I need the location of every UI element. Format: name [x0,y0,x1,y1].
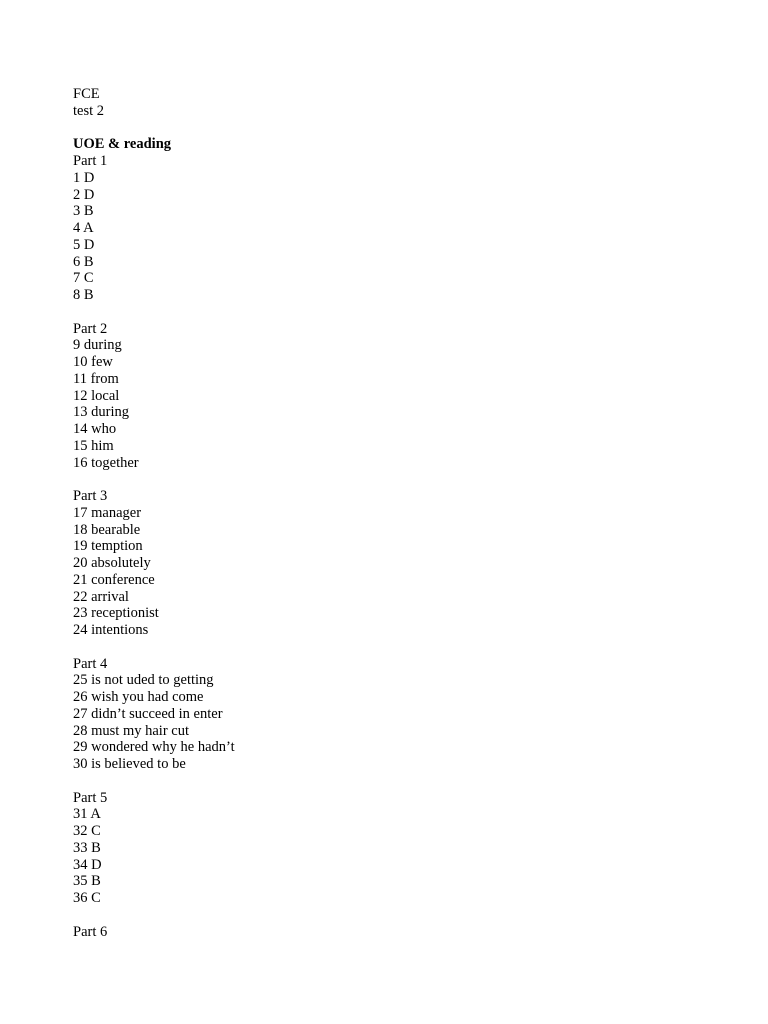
answer-line: 12 local [73,387,120,404]
answer-line: 31 A [73,806,101,823]
doc-title: FCE [73,86,100,102]
answer-line: 7 C [73,270,94,287]
document-page [73,86,693,940]
answer-line: 24 intentions [73,622,149,638]
answer-line: 18 bearable [73,521,141,538]
answer-line: 35 B [73,873,101,890]
answer-line: 10 few [73,354,113,370]
part-label: Part 3 [73,488,108,504]
part-label: Part 4 [73,655,108,672]
answer-line: 21 conference [73,571,155,588]
spacer [73,120,693,137]
answer-line: 9 during [73,337,122,354]
part-block [73,321,693,472]
answer-line: 2 D [73,186,95,203]
answer-line: 23 receptionist [73,605,159,622]
spacer [73,907,693,924]
answer-line: 15 him [73,437,114,454]
answer-line: 25 is not uded to getting [73,672,214,689]
answer-line: 32 C [73,823,101,839]
answer-line: 11 from [73,370,119,387]
doc-subtitle: test 2 [73,102,105,119]
answer-line: 14 who [73,421,117,437]
part-label: Part 5 [73,789,108,806]
answer-line: 13 during [73,404,129,421]
answer-line: 33 B [73,839,101,856]
section-title: UOE & reading [73,136,172,153]
answer-line: 17 manager [73,504,142,521]
answer-line: 29 wondered why he hadn’t [73,739,235,756]
answer-line: 4 A [73,220,94,236]
answer-line: 19 temption [73,538,143,555]
answer-line: 30 is believed to be [73,756,186,772]
answer-line: 8 B [73,287,94,303]
answer-parts [73,153,693,940]
answer-line: 36 C [73,890,101,906]
answer-line: 16 together [73,454,139,471]
answer-line: 20 absolutely [73,555,151,571]
spacer [73,639,693,656]
answer-line: 26 wish you had come [73,689,204,705]
part-block [73,790,693,907]
answer-line: 5 D [73,236,95,253]
answer-line: 22 arrival [73,588,129,605]
spacer [73,304,693,321]
spacer [73,471,693,488]
spacer [73,773,693,790]
part-block [73,153,693,304]
answer-line: 6 B [73,253,94,270]
answer-line: 1 D [73,169,95,186]
answer-line: 34 D [73,856,102,873]
part-block [73,488,693,639]
part-block [73,656,693,773]
answer-line: 3 B [73,203,94,220]
part-label: Part 2 [73,320,108,337]
part-label: Part 6 [73,923,108,940]
answer-line: 28 must my hair cut [73,722,189,739]
answer-line: 27 didn’t succeed in enter [73,705,223,722]
part-block [73,924,693,941]
part-label: Part 1 [73,153,108,169]
